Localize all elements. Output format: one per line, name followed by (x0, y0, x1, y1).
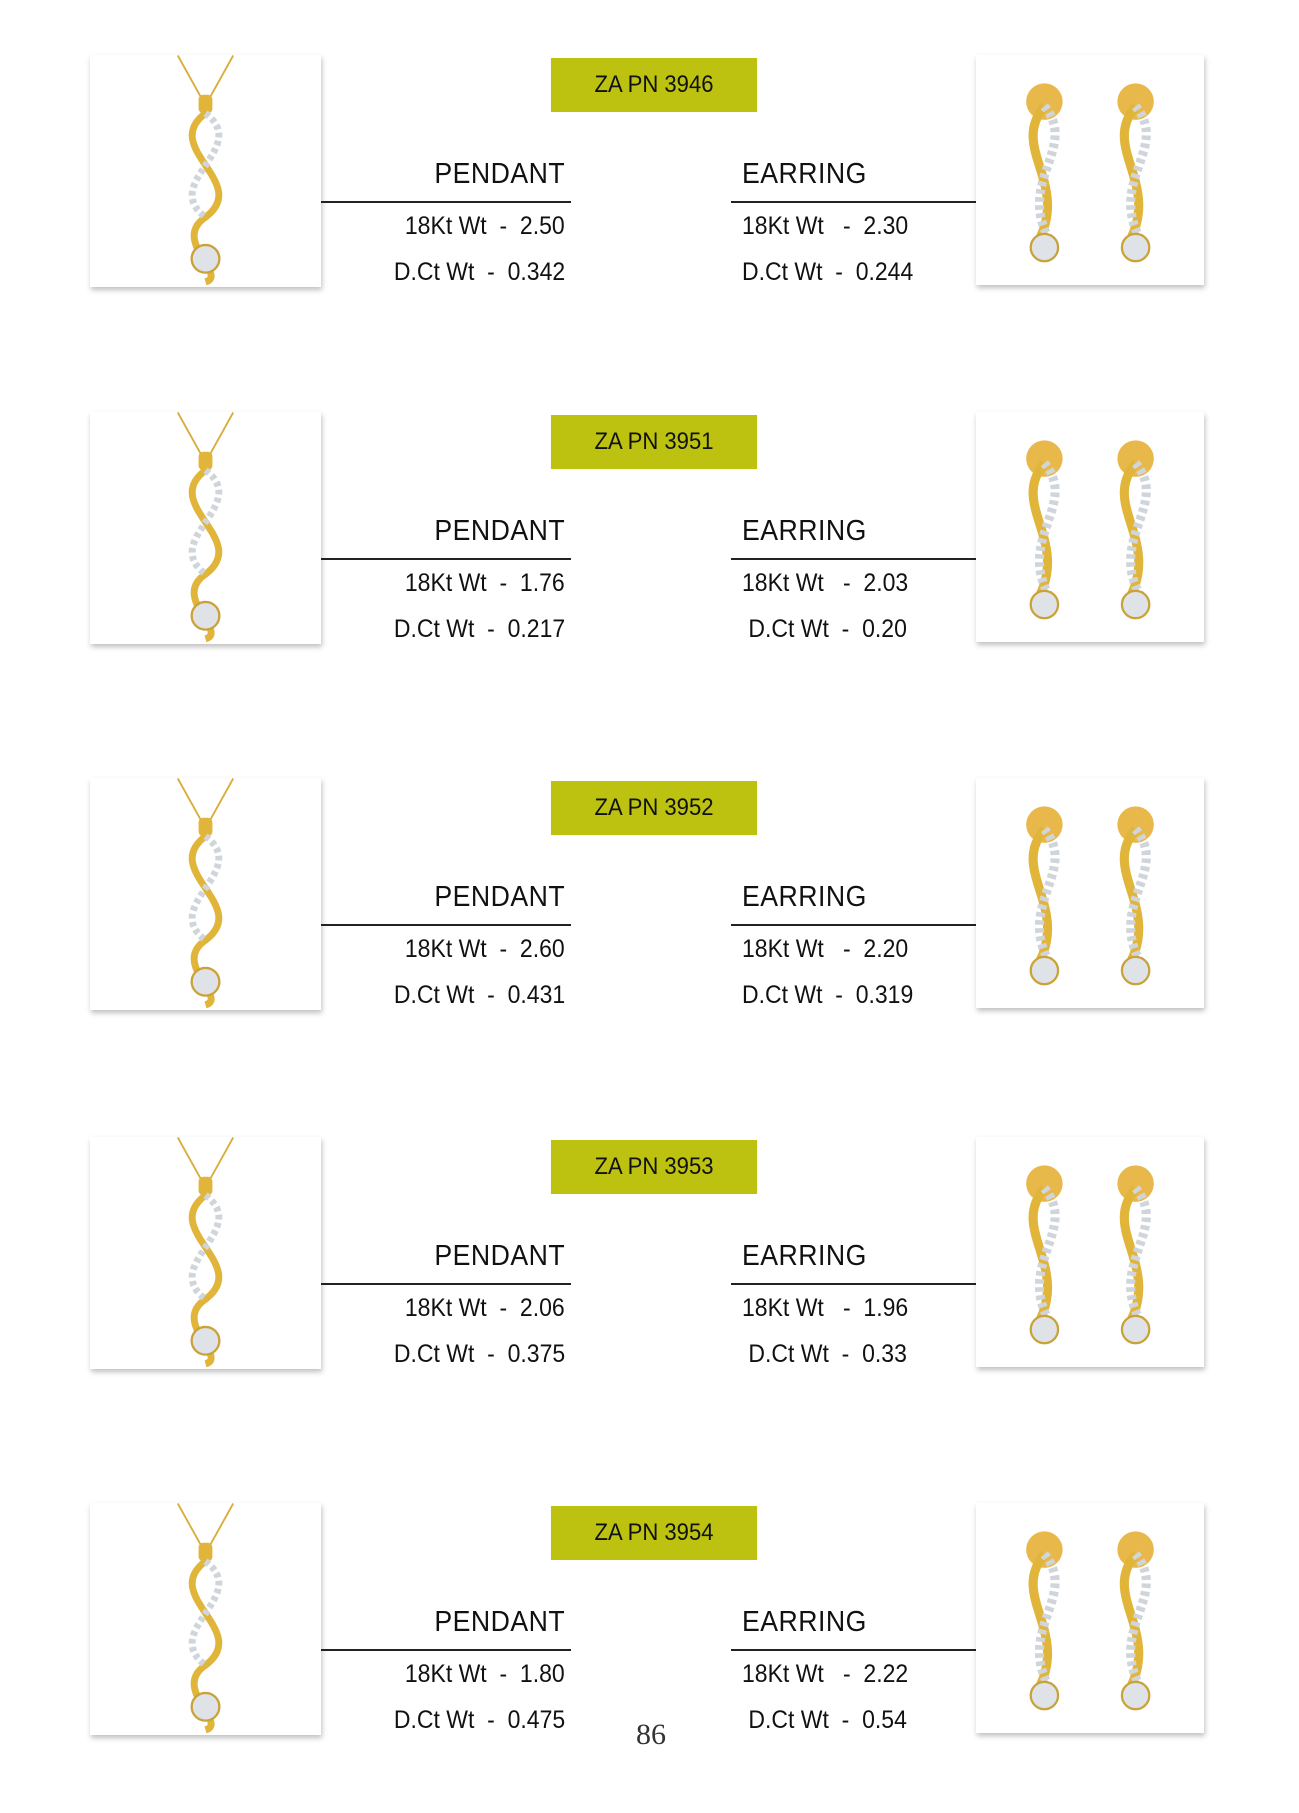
pendant-divider (321, 201, 571, 203)
earring-gold-weight: 18Kt Wt - 2.30 (742, 212, 909, 240)
earring-gold-weight: 18Kt Wt - 2.03 (742, 569, 909, 597)
earring-image (976, 1503, 1204, 1733)
pendant-heading: PENDANT (434, 158, 565, 190)
earring-gold-weight: 18Kt Wt - 2.20 (742, 935, 909, 963)
earring-heading: EARRING (742, 158, 867, 190)
product-block (0, 1082, 1299, 1382)
pendant-diamond-weight: D.Ct Wt - 0.475 (393, 1706, 565, 1734)
pendant-diamond-weight: D.Ct Wt - 0.431 (393, 981, 565, 1009)
earring-divider (731, 201, 981, 203)
earring-image (976, 778, 1204, 1008)
product-code-label: ZA PN 3953 (551, 1140, 757, 1194)
product-code-label: ZA PN 3952 (551, 781, 757, 835)
product-code-label: ZA PN 3954 (551, 1506, 757, 1560)
earring-heading: EARRING (742, 1240, 867, 1272)
pendant-heading: PENDANT (434, 1240, 565, 1272)
product-code-label: ZA PN 3946 (551, 58, 757, 112)
earring-image (976, 412, 1204, 642)
earring-divider (731, 1283, 981, 1285)
earring-diamond-weight: D.Ct Wt - 0.54 (742, 1706, 907, 1734)
earring-heading: EARRING (742, 515, 867, 547)
earring-image (976, 1137, 1204, 1367)
pendant-gold-weight: 18Kt Wt - 2.06 (405, 1294, 565, 1322)
earring-diamond-weight: D.Ct Wt - 0.33 (742, 1340, 907, 1368)
pendant-divider (321, 558, 571, 560)
pendant-diamond-weight: D.Ct Wt - 0.375 (393, 1340, 565, 1368)
pendant-gold-weight: 18Kt Wt - 1.80 (405, 1660, 565, 1688)
pendant-diamond-weight: D.Ct Wt - 0.342 (393, 258, 565, 286)
earring-diamond-weight: D.Ct Wt - 0.20 (742, 615, 907, 643)
pendant-gold-weight: 18Kt Wt - 2.50 (405, 212, 565, 240)
pendant-image (90, 778, 321, 1010)
product-block (0, 357, 1299, 657)
page-number: 86 (636, 1718, 666, 1751)
earring-gold-weight: 18Kt Wt - 1.96 (742, 1294, 909, 1322)
pendant-heading: PENDANT (434, 881, 565, 913)
earring-diamond-weight: D.Ct Wt - 0.244 (742, 258, 914, 286)
earring-diamond-weight: D.Ct Wt - 0.319 (742, 981, 914, 1009)
pendant-image (90, 1503, 321, 1735)
pendant-image (90, 412, 321, 644)
earring-divider (731, 924, 981, 926)
pendant-image (90, 1137, 321, 1369)
pendant-divider (321, 1649, 571, 1651)
earring-gold-weight: 18Kt Wt - 2.22 (742, 1660, 909, 1688)
pendant-gold-weight: 18Kt Wt - 1.76 (405, 569, 565, 597)
product-block (0, 723, 1299, 1023)
pendant-divider (321, 924, 571, 926)
product-block (0, 1448, 1299, 1748)
earring-heading: EARRING (742, 881, 867, 913)
pendant-gold-weight: 18Kt Wt - 2.60 (405, 935, 565, 963)
earring-divider (731, 558, 981, 560)
pendant-heading: PENDANT (434, 515, 565, 547)
earring-image (976, 55, 1204, 285)
pendant-diamond-weight: D.Ct Wt - 0.217 (393, 615, 565, 643)
product-code-label: ZA PN 3951 (551, 415, 757, 469)
earring-divider (731, 1649, 981, 1651)
pendant-heading: PENDANT (434, 1606, 565, 1638)
pendant-image (90, 55, 321, 287)
pendant-divider (321, 1283, 571, 1285)
product-block (0, 0, 1299, 300)
earring-heading: EARRING (742, 1606, 867, 1638)
